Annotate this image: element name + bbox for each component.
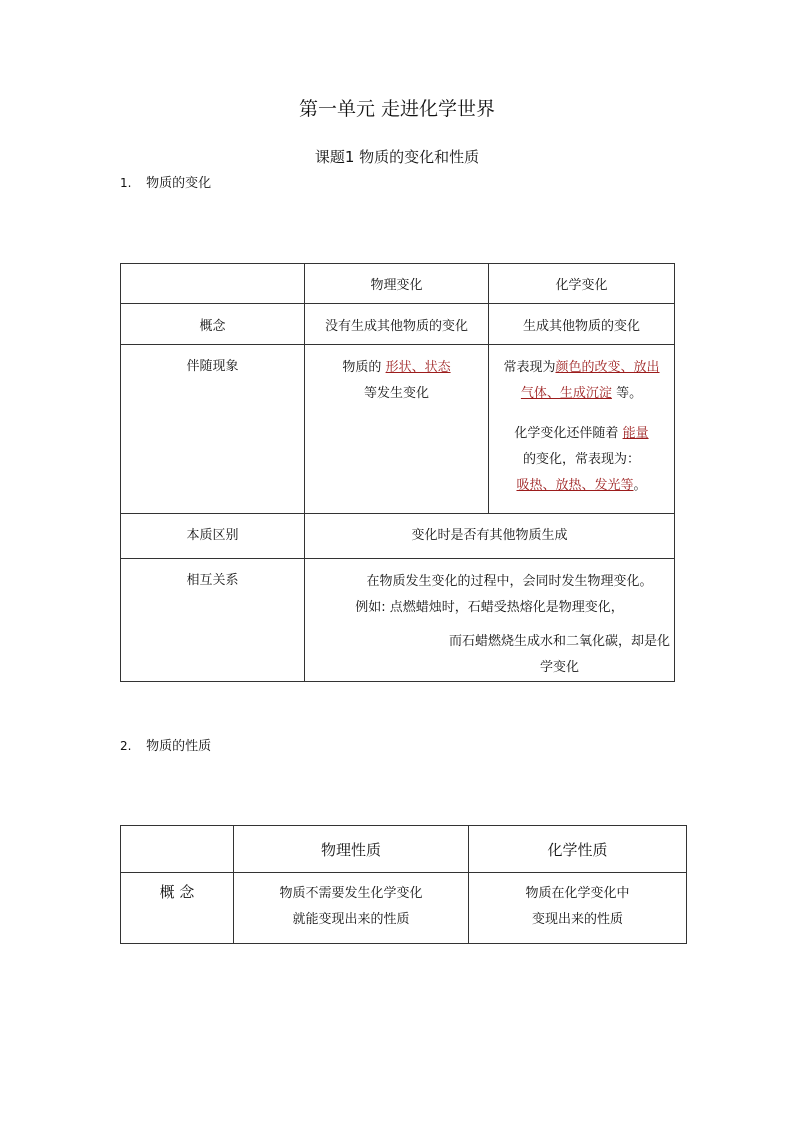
chemical-property-concept — [469, 873, 687, 944]
lesson-subtitle: 课题1 物质的变化和性质 — [314, 148, 480, 166]
chemical-property-line1: 物质在化学变化中 — [525, 886, 630, 901]
physical-phenomena-key: 形状、状态 — [385, 360, 451, 375]
header-empty-cell — [121, 826, 234, 873]
physical-property-line1: 物质不需要发生化学变化 — [279, 886, 423, 901]
header-empty-cell — [121, 264, 305, 304]
physical-phenomena-suffix: 等发生变化 — [363, 386, 429, 401]
header-chemical-property: 化学性质 — [469, 826, 687, 873]
energy-key2: 吸热、放热、发光等 — [516, 478, 634, 493]
energy-key: 能量 — [622, 426, 649, 441]
section-label: 物质的变化 — [146, 176, 212, 191]
physical-property-concept — [234, 873, 469, 944]
section-number: 2. — [120, 739, 132, 753]
row-label-phenomena: 伴随现象 — [121, 345, 305, 514]
row-label-concept: 概念 — [121, 304, 305, 345]
page-title: 第一单元 走进化学世界 — [298, 98, 496, 120]
chemical-phenomena-prefix: 常表现为 — [503, 360, 556, 375]
properties-table — [120, 825, 687, 944]
relation-line3: 而石蜡燃烧生成水和二氧化碳，却是化学变化 — [448, 634, 670, 675]
physical-phenomena-prefix: 物质的 — [342, 360, 382, 375]
section-heading-2 — [120, 735, 211, 754]
chemical-phenomena-suffix: 等。 — [616, 386, 643, 401]
section-number: 1. — [120, 176, 132, 190]
header-physical-property: 物理性质 — [234, 826, 469, 873]
chemical-phenomena — [489, 345, 675, 514]
energy-line2: 的变化，常表现为： — [522, 452, 640, 467]
chemical-concept: 生成其他物质的变化 — [489, 304, 675, 345]
physical-property-line2: 就能变现出来的性质 — [292, 912, 410, 927]
physical-concept: 没有生成其他物质的变化 — [305, 304, 489, 345]
chemical-phenomena-key2: 气体、生成沉淀 — [520, 386, 612, 401]
row-label-concept: 概 念 — [121, 873, 234, 944]
section-label: 物质的性质 — [146, 739, 212, 754]
header-physical-change: 物理变化 — [305, 264, 489, 304]
essence-text: 变化时是否有其他物质生成 — [305, 514, 675, 559]
changes-table — [120, 263, 675, 682]
row-label-essence: 本质区别 — [121, 514, 305, 559]
energy-prefix: 化学变化还伴随着 — [514, 426, 619, 441]
chemical-property-line2: 变现出来的性质 — [531, 912, 623, 927]
chemical-phenomena-key1: 颜色的改变、放出 — [555, 360, 660, 375]
relation-line1: 在物质发生变化的过程中，会同时发生物理变化。 — [366, 574, 653, 589]
relation-text — [305, 559, 675, 682]
physical-phenomena — [305, 345, 489, 514]
header-chemical-change: 化学变化 — [489, 264, 675, 304]
relation-line2: 例如: 点燃蜡烛时，石蜡受热熔化是物理变化， — [355, 600, 624, 615]
section-heading-1 — [120, 172, 211, 191]
energy-end: 。 — [633, 478, 647, 493]
row-label-relation: 相互关系 — [121, 559, 305, 682]
